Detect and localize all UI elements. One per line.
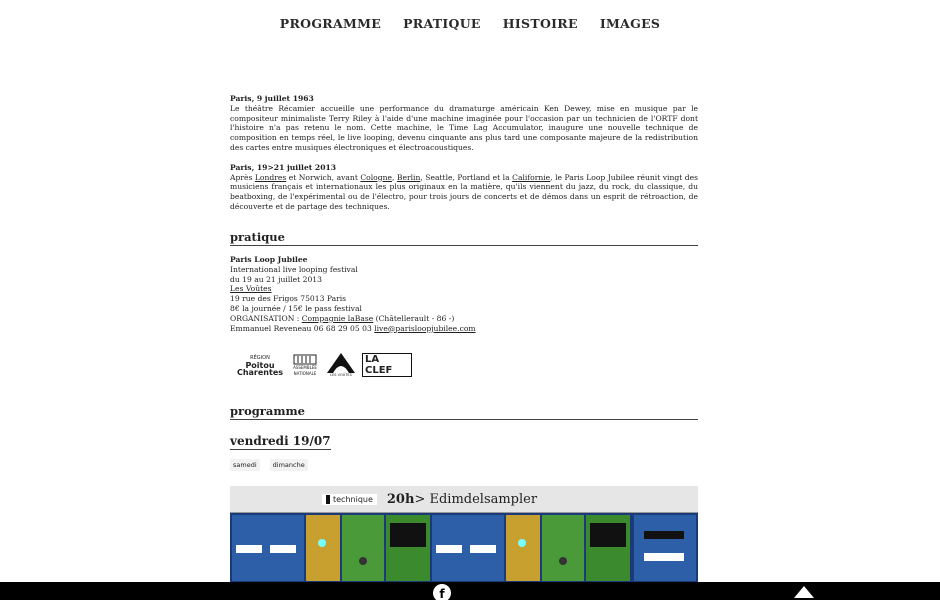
pratique-info: Paris Loop Jubilee International live looping festival du 19 au 21 juillet 2013 Les Voûtes 19 rue des Frigos 75013 Paris 8€ la journée / 15€ le pass festival ORGANISATION : Compagnie laBase (Châtellerault - 86 -) Emmanuel Reveneau 06 68 29 05 03 live@parisloopjubilee.com	[230, 255, 698, 333]
event-title: 20h> Edimdelsampler	[386, 491, 538, 507]
organisation-link[interactable]: Compagnie laBase	[301, 313, 374, 323]
event-card[interactable]	[230, 486, 698, 583]
sampler-panels-graphic	[230, 513, 698, 583]
facebook-icon[interactable]	[432, 582, 452, 600]
event-banner	[230, 486, 698, 513]
building-icon	[293, 353, 317, 365]
festival-name: Paris Loop Jubilee	[230, 255, 308, 264]
nav-programme[interactable]: PROGRAMME	[279, 16, 382, 31]
region-poitou-charentes-logo: RÉGION Poitou Charentes	[236, 354, 284, 377]
history-date-2: Paris, 19>21 juillet 2013	[230, 162, 337, 172]
venue-address: 19 rue des Frigos 75013 Paris	[230, 294, 347, 304]
top-navigation	[0, 16, 940, 31]
nav-pratique[interactable]: PRATIQUE	[403, 16, 481, 31]
history-text-1: Le théâtre Récamier accueille une performance du dramaturge américain Ken Dewey, mise en musique par le compositeur minimaliste Terry Riley à l'aide d'une machine imaginée pour l'occasion par un technicien de l'ORTF dont l'histoire n'a pas retenu le nom. Cette machine, le Time Lag Accumulator, inaugure une nouvelle technique de composition en temps réel, le live looping, devenu cinquante ans plus tard une composante majeure de la redistribution des cartes entre musiques électroniques et électroacoustiques.	[230, 103, 698, 152]
pratique-section	[230, 230, 698, 333]
day-tabs	[230, 459, 698, 471]
link-californie[interactable]: Californie	[512, 172, 551, 182]
svg-text:f: f	[439, 587, 445, 600]
tab-samedi[interactable]: samedi	[230, 459, 260, 471]
link-londres[interactable]: Londres	[254, 172, 287, 182]
email-link[interactable]: live@parisloopjubilee.com	[374, 323, 476, 333]
history-paragraph-2: Paris, 19>21 juillet 2013 Après Londres et Norwich, avant Cologne, Berlin, Seattle, Portland et la Californie, le Paris Loop Jubilee réunit vingt des musiciens français et internationaux les plus originaux en la matière, qu'ils viennent du jazz, du rock, du classique, du beatboxing, de l'expérimental ou de l'électro, pour trois jours de concerts et de démos dans un esprit de rétroaction, de découverte et de partage des techniques.	[230, 162, 699, 211]
history-paragraph-1	[230, 94, 698, 153]
venue-link[interactable]: Les Voûtes	[230, 284, 272, 294]
pratique-title: pratique	[230, 230, 698, 246]
les-voutes-logo: LES VOÛTES	[326, 352, 356, 378]
prices: 8€ la journée / 15€ le pass festival	[230, 303, 362, 313]
assemblee-nationale-logo: ASSEMBLÉE NATIONALE	[290, 352, 320, 378]
partner-logos	[236, 352, 412, 378]
link-cologne[interactable]: Cologne	[360, 172, 392, 182]
bottom-bar	[0, 582, 940, 600]
nav-histoire[interactable]: HISTOIRE	[502, 16, 578, 31]
scroll-up-icon[interactable]	[792, 582, 816, 600]
programme-section	[230, 404, 698, 471]
la-clef-logo: LA CLEF	[362, 352, 412, 378]
sampler-interface-image	[230, 513, 698, 583]
day-title: vendredi 19/07	[230, 434, 331, 448]
technique-tag: technique	[322, 494, 377, 505]
history-date-1: Paris, 9 juillet 1963	[230, 94, 314, 103]
tag-bar-icon	[326, 495, 330, 504]
nav-images[interactable]: IMAGES	[599, 16, 661, 31]
link-berlin[interactable]: Berlin	[396, 172, 421, 182]
history-section	[230, 94, 698, 212]
tab-dimanche[interactable]: dimanche	[270, 459, 308, 471]
voutes-mark-icon	[327, 353, 355, 373]
programme-title: programme	[230, 404, 698, 420]
